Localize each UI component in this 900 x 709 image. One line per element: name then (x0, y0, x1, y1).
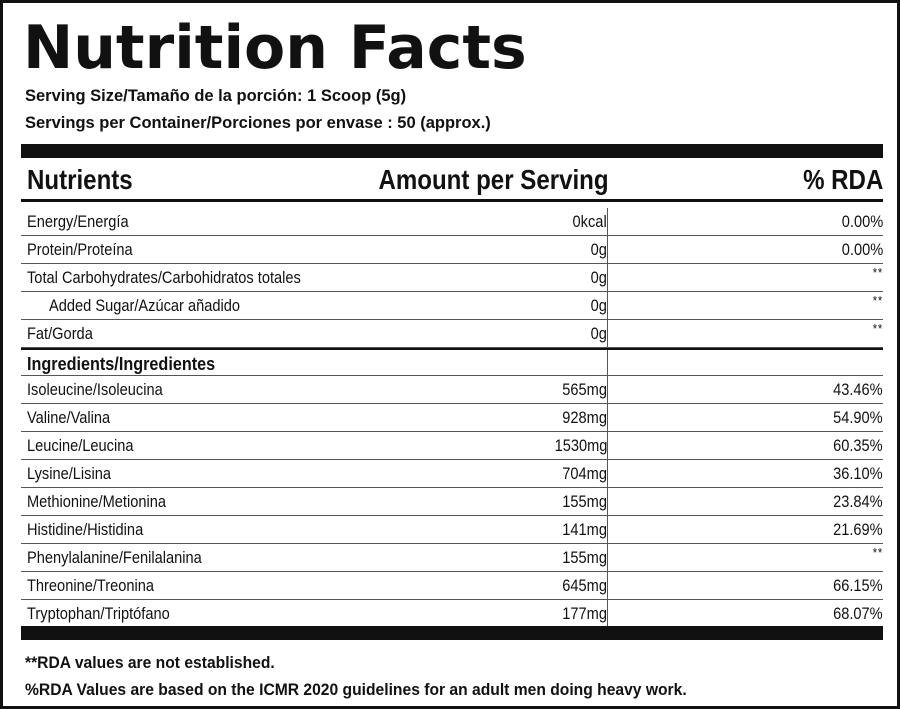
table-row (21, 572, 883, 600)
ingredient-amount: 141mg (562, 520, 607, 539)
nutrient-name: Protein/Proteína (27, 240, 133, 259)
ingredient-name: Threonine/Treonina (27, 576, 155, 595)
ingredient-name: Lysine/Lisina (27, 464, 111, 483)
table-row (21, 404, 883, 432)
nutrient-amount: 0g (590, 296, 607, 315)
ingredient-name: Leucine/Leucina (27, 436, 134, 455)
header-nutrients: Nutrients (27, 164, 133, 195)
ingredient-rda: 66.15% (833, 576, 883, 595)
table-row (21, 264, 883, 292)
page-title: Nutrition Facts (23, 13, 527, 83)
ingredient-amount: 704mg (562, 464, 607, 483)
nutrient-name: Fat/Gorda (27, 324, 93, 343)
nutrient-name: Energy/Energía (27, 212, 129, 231)
table-row (21, 600, 883, 628)
table-header (21, 158, 883, 202)
nutrient-rda: 0.00% (841, 240, 883, 259)
ingredient-name: Phenylalanine/Fenilalanina (27, 548, 202, 567)
ingredient-amount: 645mg (562, 576, 607, 595)
ingredient-name: Histidine/Histidina (27, 520, 144, 539)
nutrient-name: Added Sugar/Azúcar añadido (49, 296, 241, 315)
ingredient-rda: 43.46% (833, 380, 883, 399)
ingredients-heading: Ingredients/Ingredientes (27, 354, 216, 374)
ingredient-amount: 565mg (562, 380, 607, 399)
table-row (21, 460, 883, 488)
nutrient-rda: ** (872, 293, 883, 308)
nutrient-name: Total Carbohydrates/Carbohidratos totales (27, 268, 301, 287)
ingredient-rda: 36.10% (833, 464, 883, 483)
servings-per-container: Servings per Container/Porciones por envase : 50 (approx.) (25, 114, 491, 132)
ingredient-amount: 155mg (562, 492, 607, 511)
ingredient-amount: 1530mg (554, 436, 607, 455)
ingredient-name: Tryptophan/Triptófano (27, 604, 170, 623)
ingredient-rda: 23.84% (833, 492, 883, 511)
table-row (21, 208, 883, 236)
footnote-not-established: **RDA values are not established. (25, 653, 275, 672)
ingredient-rda: 60.35% (833, 436, 883, 455)
footnote-guideline: %RDA Values are based on the ICMR 2020 guidelines for an adult men doing heavy work. (25, 680, 687, 699)
nutrient-amount: 0kcal (572, 212, 607, 231)
table-row (21, 236, 883, 264)
ingredient-amount: 928mg (562, 408, 607, 427)
ingredient-rda: 68.07% (833, 604, 883, 623)
table-row (21, 292, 883, 320)
nutrition-table (21, 208, 883, 628)
bottom-divider-bar (21, 626, 883, 640)
ingredient-rda: 21.69% (833, 520, 883, 539)
nutrient-rda: 0.00% (841, 212, 883, 231)
nutrient-rda: ** (872, 321, 883, 336)
ingredient-amount: 177mg (562, 604, 607, 623)
table-row (21, 516, 883, 544)
header-rda: % RDA (802, 164, 883, 195)
table-row (21, 544, 883, 572)
header-amount-per-serving: Amount per Serving (378, 164, 609, 195)
ingredient-rda: 54.90% (833, 408, 883, 427)
table-row (21, 320, 883, 348)
ingredient-rda: ** (872, 545, 883, 560)
ingredient-name: Valine/Valina (27, 408, 111, 427)
serving-size: Serving Size/Tamaño de la porción: 1 Scoop (5g) (25, 87, 407, 105)
ingredients-section-heading (21, 348, 883, 376)
table-row (21, 376, 883, 404)
ingredient-name: Isoleucine/Isoleucina (27, 380, 163, 399)
nutrient-rda: ** (872, 265, 883, 280)
ingredient-name: Methionine/Metionina (27, 492, 166, 511)
table-row (21, 488, 883, 516)
top-divider-bar (21, 144, 883, 158)
nutrient-amount: 0g (590, 240, 607, 259)
nutrient-amount: 0g (590, 324, 607, 343)
nutrient-amount: 0g (590, 268, 607, 287)
ingredient-amount: 155mg (562, 548, 607, 567)
table-row (21, 432, 883, 460)
